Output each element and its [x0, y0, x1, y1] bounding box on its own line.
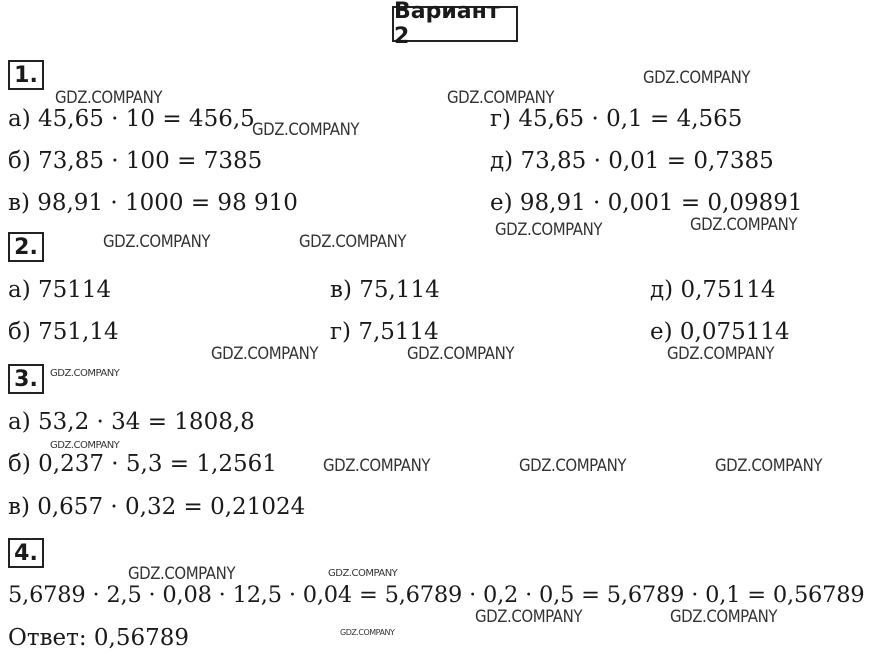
task-2-item-e: е) 0,075114	[650, 319, 790, 345]
watermark-text: GDZ.COMPANY	[55, 88, 163, 108]
task-3-item-b: б) 0,237 · 5,3 = 1,2561	[8, 451, 277, 477]
watermark-text: GDZ.COMPANY	[328, 568, 398, 579]
task-3-item-a: а) 53,2 · 34 = 1808,8	[8, 409, 255, 435]
task-1-item-e: е) 98,91 · 0,001 = 0,09891	[490, 190, 803, 216]
task-1-item-b: б) 73,85 · 100 = 7385	[8, 148, 263, 174]
watermark-text: GDZ.COMPANY	[128, 564, 236, 584]
task-3-number: 3.	[8, 364, 44, 394]
task-4-solution: 5,6789 · 2,5 · 0,08 · 12,5 · 0,04 = 5,6789 · 0,2 · 0,5 = 5,6789 · 0,1 = 0,56789	[8, 582, 865, 608]
watermark-text: GDZ.COMPANY	[211, 344, 319, 364]
watermark-text: GDZ.COMPANY	[103, 232, 211, 252]
watermark-text: GDZ.COMPANY	[715, 456, 823, 476]
watermark-text: GDZ.COMPANY	[519, 456, 627, 476]
watermark-text: GDZ.COMPANY	[667, 344, 775, 364]
task-2-item-b: б) 751,14	[8, 319, 119, 345]
watermark-text: GDZ.COMPANY	[447, 88, 555, 108]
watermark-text: GDZ.COMPANY	[323, 456, 431, 476]
task-2-item-g: г) 7,5114	[330, 319, 439, 345]
watermark-text: GDZ.COMPANY	[670, 607, 778, 627]
task-2-item-a: а) 75114	[8, 277, 112, 303]
task-1-item-d: д) 73,85 · 0,01 = 0,7385	[490, 148, 774, 174]
task-1-number: 1.	[8, 60, 44, 90]
watermark-text: GDZ.COMPANY	[50, 440, 120, 451]
task-1-item-v: в) 98,91 · 1000 = 98 910	[8, 190, 298, 216]
watermark-text: GDZ.COMPANY	[690, 215, 798, 235]
watermark-text: GDZ.COMPANY	[643, 68, 751, 88]
watermark-text: GDZ.COMPANY	[252, 120, 360, 140]
task-2-item-d: д) 0,75114	[650, 277, 776, 303]
watermark-text: GDZ.COMPANY	[340, 628, 395, 637]
task-4-number: 4.	[8, 538, 44, 568]
watermark-text: GDZ.COMPANY	[475, 607, 583, 627]
task-4-answer: Ответ: 0,56789	[8, 625, 190, 651]
task-2-item-v: в) 75,114	[330, 277, 440, 303]
page-title: Вариант 2	[392, 6, 518, 42]
task-2-number: 2.	[8, 232, 44, 262]
watermark-text: GDZ.COMPANY	[299, 232, 407, 252]
watermark-text: GDZ.COMPANY	[407, 344, 515, 364]
watermark-text: GDZ.COMPANY	[50, 368, 120, 379]
task-1-item-a: а) 45,65 · 10 = 456,5	[8, 106, 255, 132]
watermark-text: GDZ.COMPANY	[495, 220, 603, 240]
task-3-item-v: в) 0,657 · 0,32 = 0,21024	[8, 494, 306, 520]
task-1-item-g: г) 45,65 · 0,1 = 4,565	[490, 106, 743, 132]
